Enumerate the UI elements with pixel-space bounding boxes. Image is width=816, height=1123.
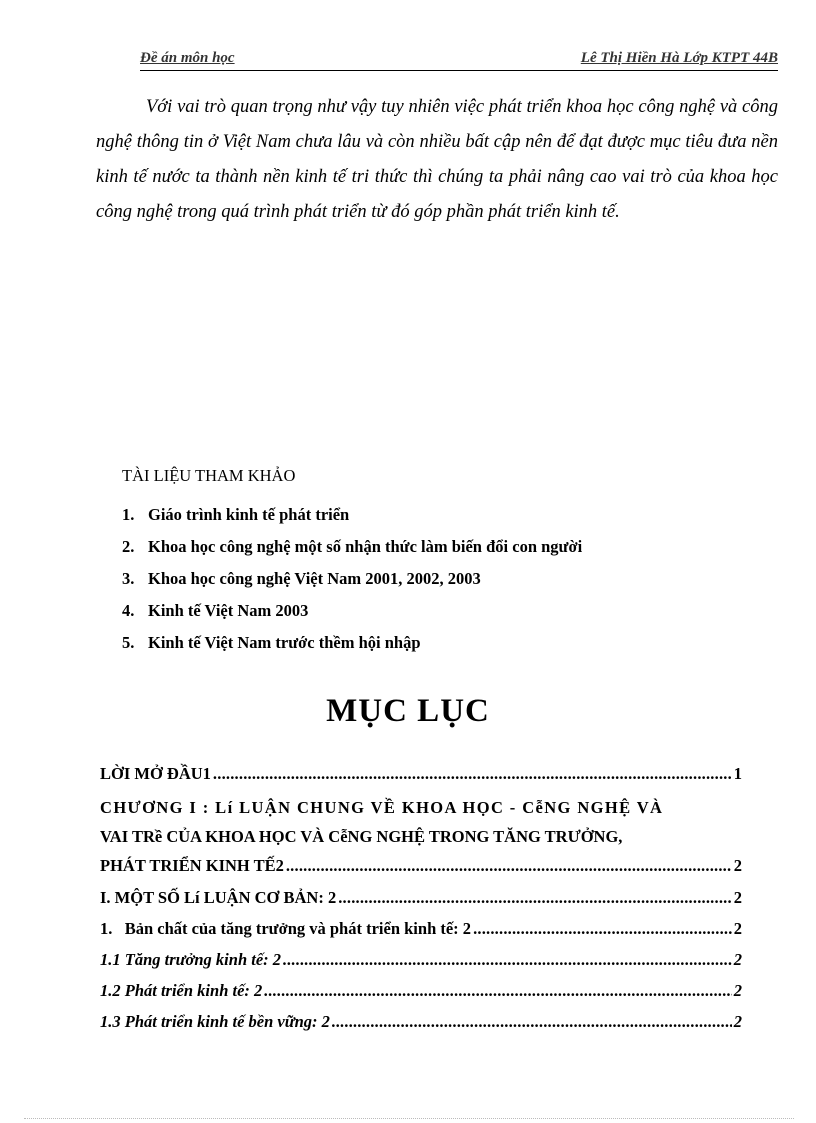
- reference-text: Khoa học công nghệ một số nhận thức làm biến đổi con người: [148, 537, 583, 556]
- reference-item: [122, 595, 722, 627]
- toc-entry-label: 1.3 Phát triển kinh tế bền vững: 2: [100, 1012, 330, 1031]
- toc-page-number: 2: [733, 888, 742, 907]
- reference-number: 2.: [122, 537, 135, 556]
- references-list: [122, 499, 722, 659]
- reference-number: 5.: [122, 633, 135, 652]
- header-author-class: Lê Thị Hiền Hà Lớp KTPT 44B: [580, 50, 778, 66]
- toc-entry-label: 1.1 Tăng trưởng kinh tế: 2: [100, 950, 282, 969]
- page-header: [140, 50, 778, 71]
- toc-page-number: 2: [733, 856, 742, 875]
- toc-leader-dots: [338, 882, 732, 913]
- toc-entry-line: CHƯƠNG I : Lí LUẬN CHUNG VỀ KHOA HỌC - CễNG NGHỆ VÀ: [100, 798, 664, 817]
- reference-text: Khoa học công nghệ Việt Nam 2001, 2002, 2003: [148, 569, 481, 588]
- reference-text: Kinh tế Việt Nam trước thềm hội nhập: [148, 633, 421, 652]
- toc-entry[interactable]: [100, 758, 742, 789]
- toc-leader-dots: [473, 913, 732, 944]
- toc-entry-chapter[interactable]: [100, 793, 742, 880]
- toc-page-number: 2: [733, 950, 742, 969]
- table-of-contents: [100, 758, 742, 1037]
- toc-entry[interactable]: [100, 975, 742, 1006]
- toc-title: MỤC LỤC: [326, 693, 490, 729]
- toc-leader-dots: [332, 1006, 732, 1037]
- toc-page-number: 2: [733, 981, 742, 1000]
- toc-leader-dots: [286, 851, 732, 880]
- toc-entry[interactable]: [100, 1006, 742, 1037]
- references-section: [122, 465, 722, 659]
- header-course-title: Đề án môn học: [140, 50, 235, 66]
- toc-entry[interactable]: [100, 944, 742, 975]
- reference-item: [122, 499, 722, 531]
- toc-page-number: 2: [733, 919, 742, 938]
- toc-entry[interactable]: [100, 882, 742, 913]
- toc-entry-label: I. MỘT SỐ Lí LUẬN CƠ BẢN: 2: [100, 888, 337, 907]
- reference-item: [122, 531, 722, 563]
- reference-item: [122, 563, 722, 595]
- toc-leader-dots: [213, 758, 732, 789]
- toc-entry-line: VAI TRề CỦA KHOA HỌC VÀ CễNG NGHỆ TRONG TĂNG TRƯỞNG,: [100, 827, 623, 846]
- toc-entry-label: LỜI MỞ ĐẦU1: [100, 764, 211, 783]
- reference-number: 3.: [122, 569, 135, 588]
- reference-text: Kinh tế Việt Nam 2003: [148, 601, 309, 620]
- toc-page-number: 1: [733, 764, 742, 783]
- intro-paragraph: Với vai trò quan trọng như vậy tuy nhiên việc phát triển khoa học công nghệ và công nghệ thông tin ở Việt Nam chưa lâu và còn nhiều bất cập nên để đạt được mục tiêu đưa nền kinh tế nước ta thành nền kinh tế tri thức thì chúng ta phải nâng cao vai trò của khoa học công nghệ trong quá trình phát triển từ đó góp phần phát triển kinh tế.: [96, 97, 778, 222]
- toc-leader-dots: [283, 944, 732, 975]
- reference-number: 1.: [122, 505, 135, 524]
- references-title: TÀI LIỆU THAM KHẢO: [122, 466, 296, 485]
- reference-item: [122, 627, 722, 659]
- toc-entry-label: 1.2 Phát triển kinh tế: 2: [100, 981, 263, 1000]
- toc-page-number: 2: [733, 1012, 742, 1031]
- toc-entry-label: 1. Bản chất của tăng trưởng và phát triển kinh tế: 2: [100, 919, 472, 938]
- reference-text: Giáo trình kinh tế phát triển: [148, 505, 350, 524]
- reference-number: 4.: [122, 601, 135, 620]
- page-bottom-divider: [24, 1118, 794, 1119]
- toc-entry[interactable]: [100, 913, 742, 944]
- toc-leader-dots: [264, 975, 731, 1006]
- toc-entry-label: PHÁT TRIỂN KINH TẾ2: [100, 856, 284, 875]
